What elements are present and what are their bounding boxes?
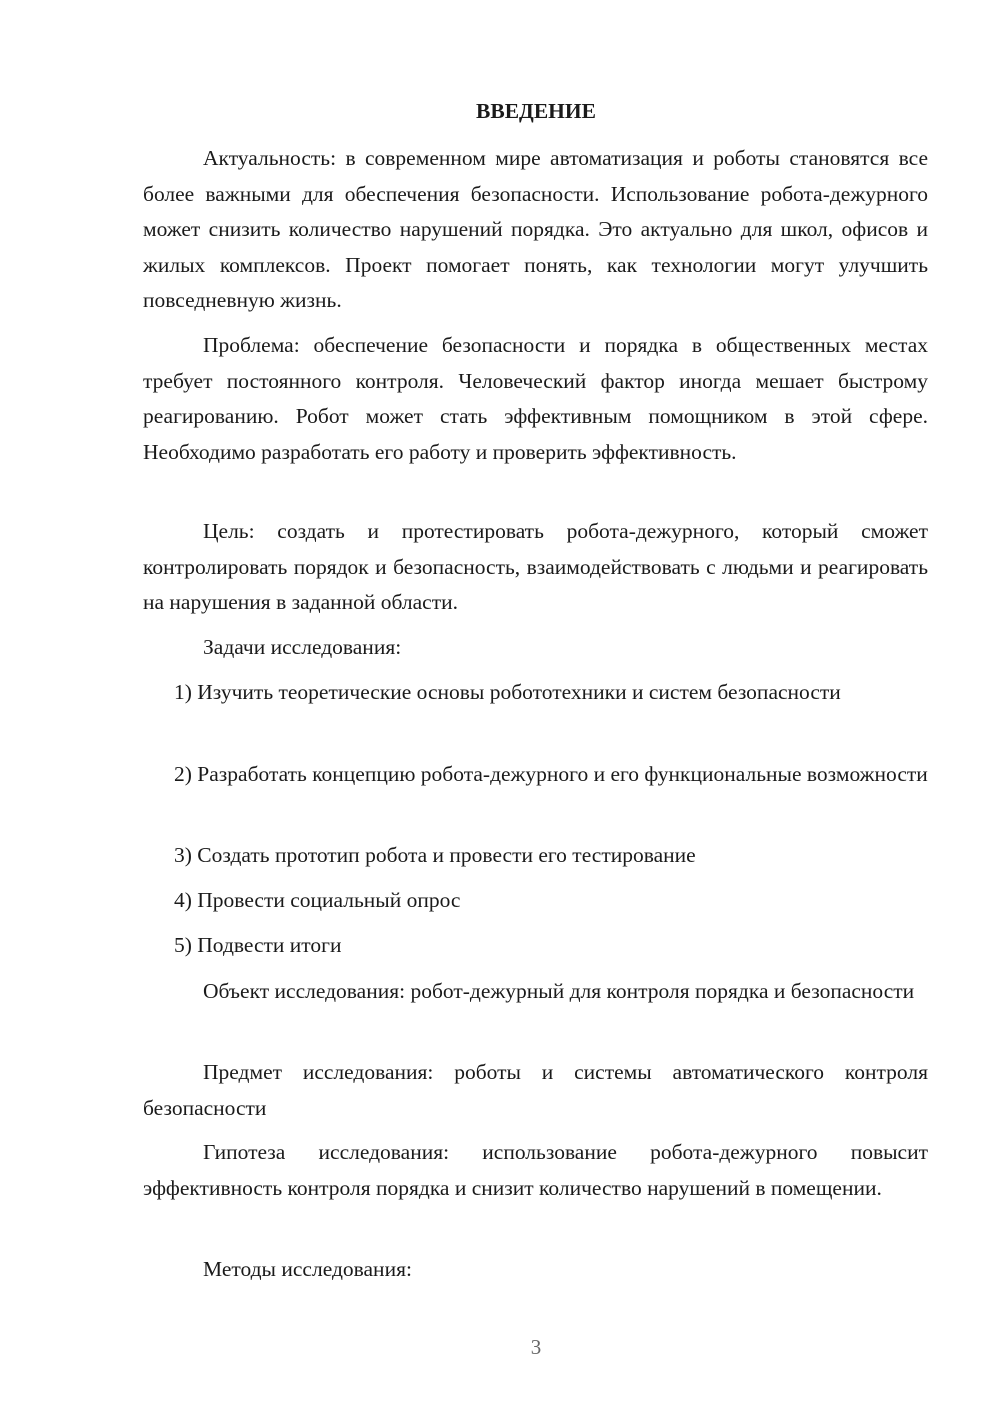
tasks-heading: Задачи исследования: (203, 635, 402, 659)
section-heading: ВВЕДЕНИЕ (476, 99, 596, 123)
hypothesis-paragraph: Гипотеза исследования: использование робота-дежурного повысит эффективность контроля порядка и снизит количество нарушений в помещении. (143, 1140, 928, 1200)
goal-paragraph: Цель: создать и протестировать робота-дежурного, который сможет контролировать порядок и безопасность, взаимодействовать с людьми и реагировать на нарушения в заданной области. (143, 519, 928, 615)
list-item-task-5: 5) Подвести итоги (174, 933, 342, 957)
list-item-task-4: 4) Провести социальный опрос (174, 888, 461, 912)
relevance-paragraph: Актуальность: в современном мире автоматизация и роботы становятся все более важными для обеспечения безопасности. Использование робота-дежурного может снизить количество нарушений порядка. Это актуально для школ, офисов и жилых комплексов. Проект помогает понять, как технологии могут улучшить повседневную жизнь. (143, 146, 928, 313)
list-item-task-1: 1) Изучить теоретические основы робототехники и систем безопасности (174, 680, 841, 704)
subject-paragraph: Предмет исследования: роботы и системы автоматического контроля безопасности (143, 1060, 928, 1120)
problem-paragraph: Проблема: обеспечение безопасности и порядка в общественных местах требует постоянного контроля. Человеческий фактор иногда мешает быстрому реагированию. Робот может стать эффективным помощником в этой сфере. Необходимо разработать его работу и проверить эффективность. (143, 333, 928, 464)
object-paragraph: Объект исследования: робот-дежурный для контроля порядка и безопасности (203, 979, 915, 1003)
list-item-task-3: 3) Создать прототип робота и провести его тестирование (174, 843, 696, 867)
list-item-task-2: 2) Разработать концепцию робота-дежурного и его функциональные возможности (174, 762, 928, 786)
page-number: 3 (530, 1335, 542, 1359)
methods-heading: Методы исследования: (203, 1257, 412, 1281)
